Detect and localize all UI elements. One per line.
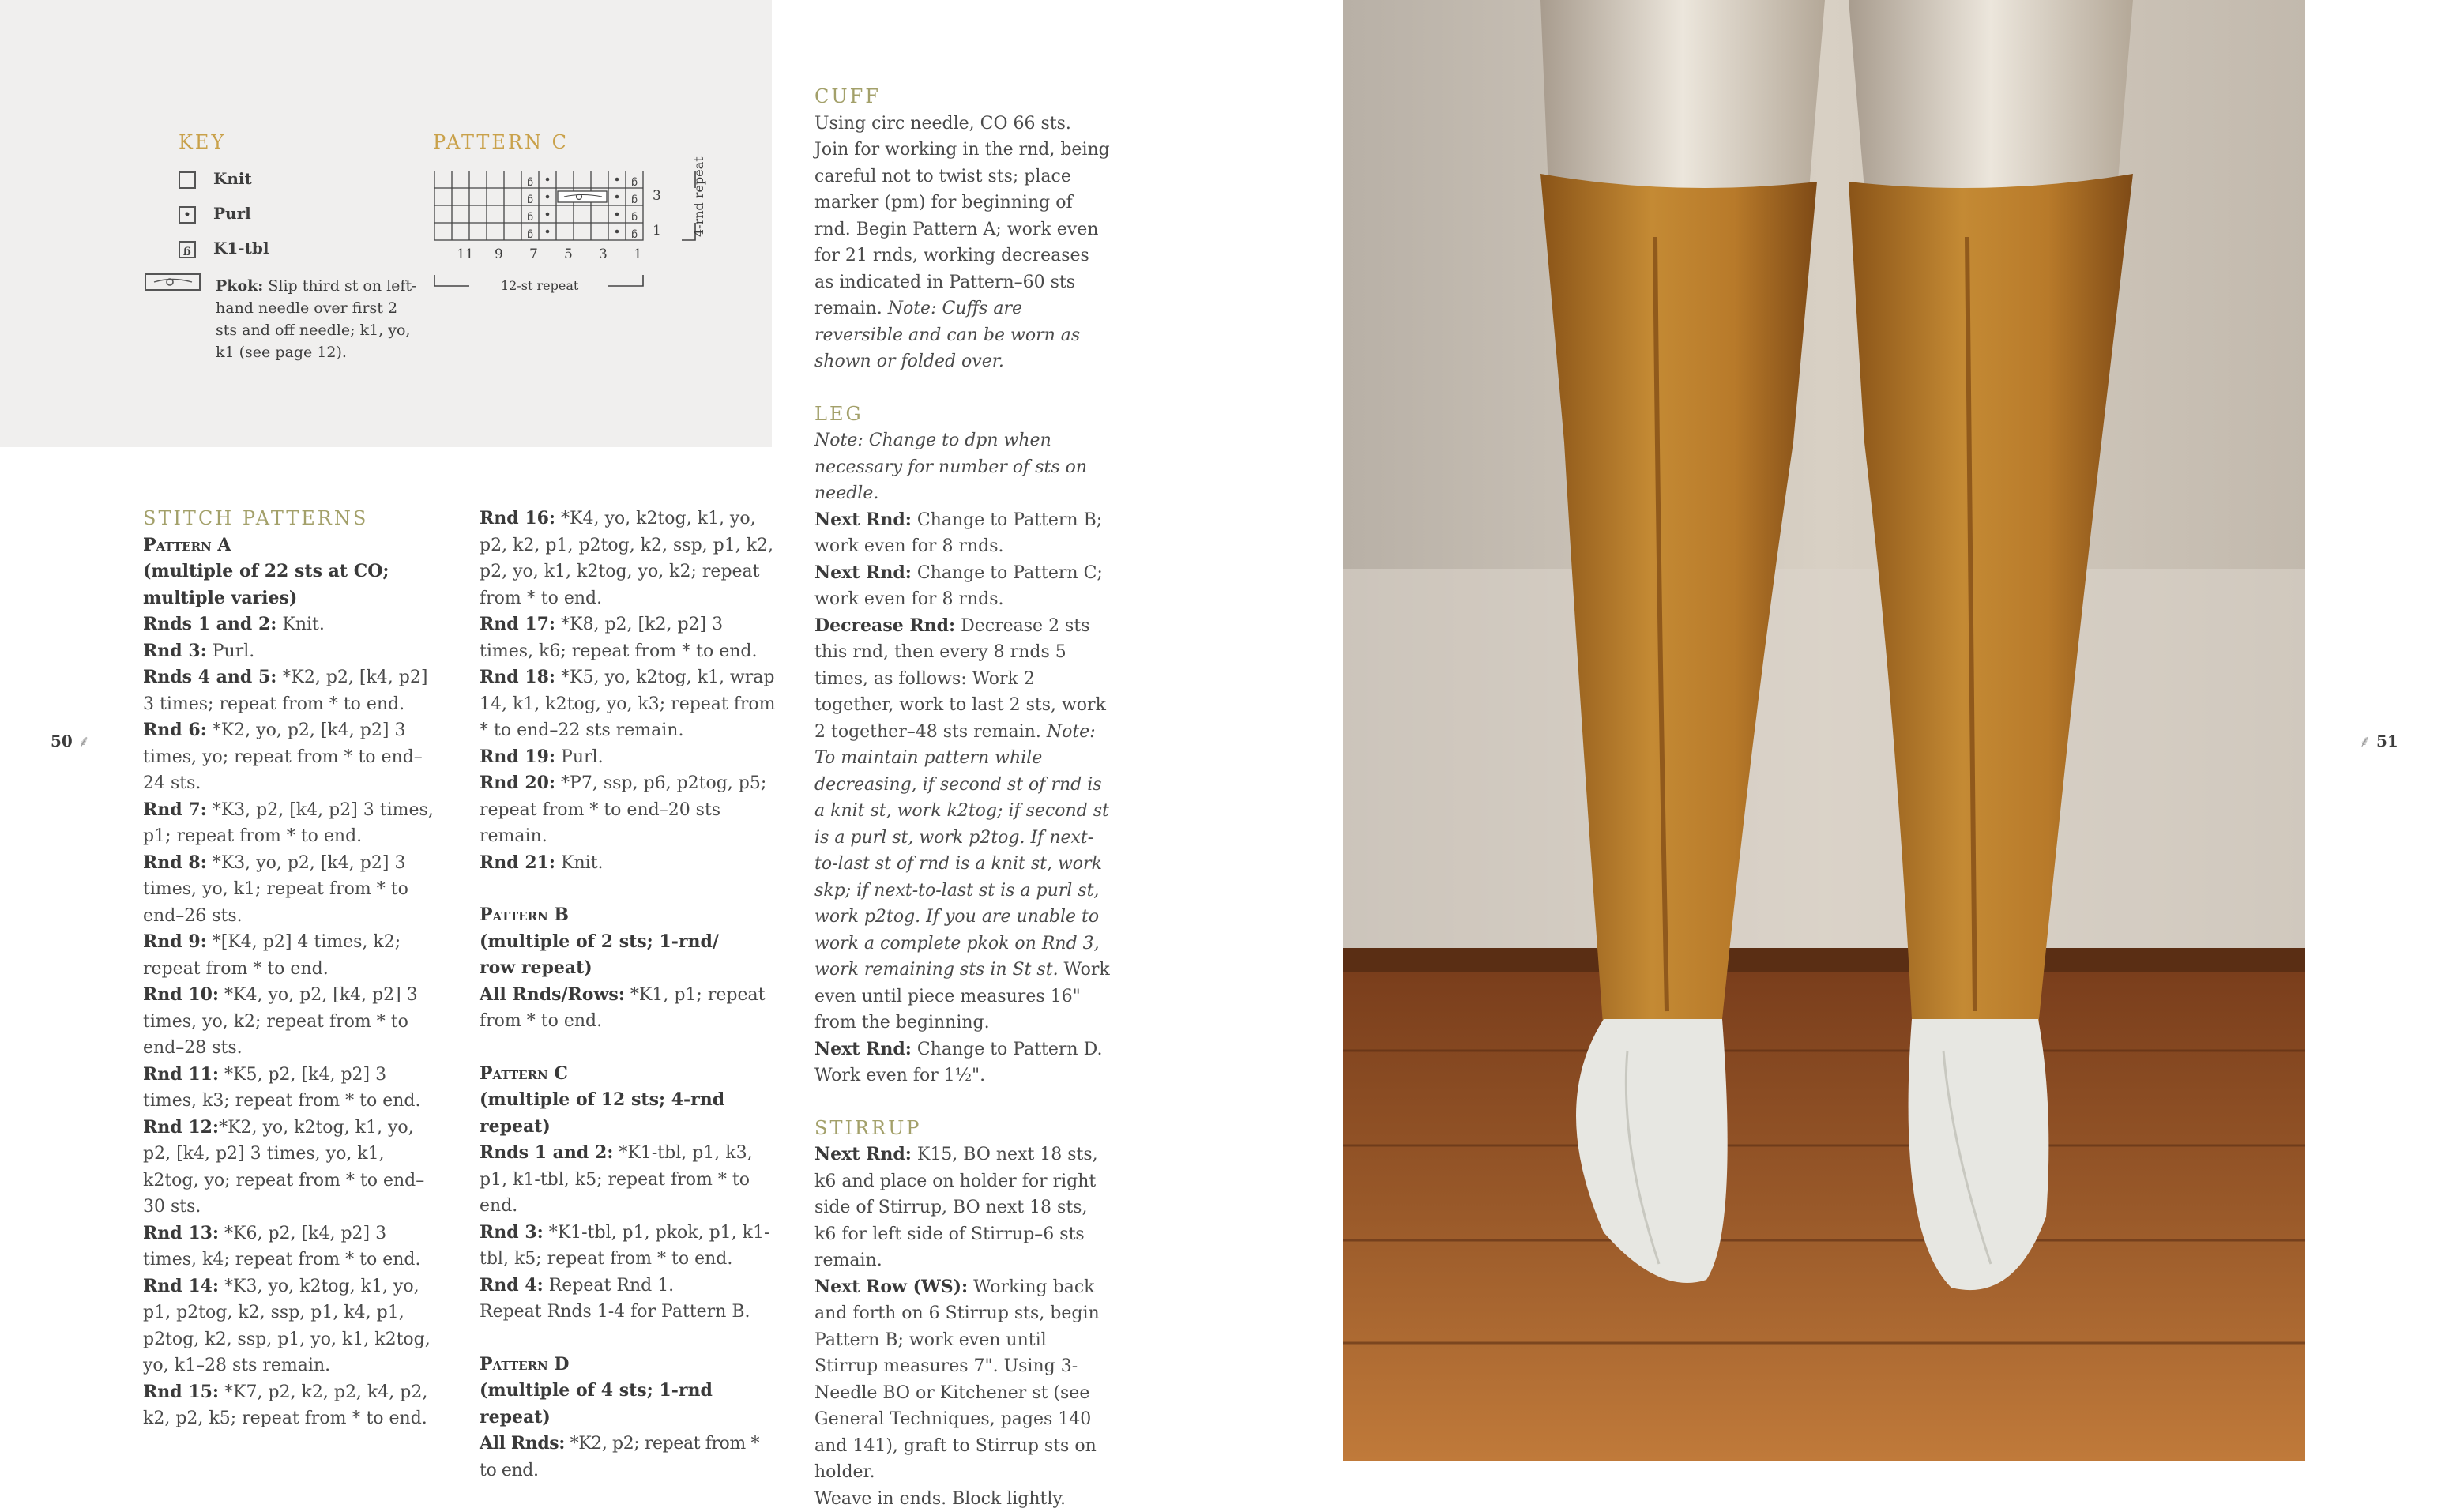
round-instruction: Rnd 18: *K5, yo, k2tog, k1, wrap 14, k1, k2tog, yo, k3; repeat from * to end–22 sts remain. — [480, 664, 776, 744]
stitch-patterns-heading: STITCH PATTERNS — [143, 506, 443, 532]
pattern-c-chart-heading: PATTERN C — [433, 131, 569, 153]
svg-text:ᵷ: ᵷ — [527, 209, 533, 221]
stirrup-step: Next Row (WS): Working back and forth on 6 Stirrup sts, begin Pattern B; work even until Stirrup measures 7". Using 3-Needle BO or Kitchener st (see General Techniques, pages 140 and 141), graft to Stirrup sts on holder. — [814, 1274, 1111, 1486]
leg-heading: LEG — [814, 401, 1111, 428]
round-instruction: Rnd 17: *K8, p2, [k2, p2] 3 times, k6; repeat from * to end. — [480, 611, 776, 664]
leg-note: Note: Change to dpn when necessary for number of sts on needle. — [814, 427, 1111, 507]
pattern-d-title: Pattern D — [480, 1352, 776, 1378]
svg-text:ᵷ: ᵷ — [631, 227, 638, 239]
round-instruction: Rnd 3: *K1-tbl, p1, pkok, p1, k1-tbl, k5; repeat from * to end. — [480, 1220, 776, 1273]
leg-step: Next Rnd: Change to Pattern C; work even for 8 rnds. — [814, 560, 1111, 613]
round-instruction: All Rnds/Rows: *K1, p1; repeat from * to end. — [480, 982, 776, 1035]
round-instruction: Rnd 3: Purl. — [143, 638, 443, 665]
svg-text:ᵷ: ᵷ — [527, 192, 533, 204]
chart-repeat-label: 12-st repeat — [501, 278, 578, 293]
round-instruction: Rnd 4: Repeat Rnd 1. — [480, 1273, 776, 1299]
key-item-purl: • Purl — [179, 204, 251, 224]
page-number-right: ⸙ 51 — [2359, 730, 2398, 751]
svg-text:ᵷ: ᵷ — [631, 192, 638, 204]
key-item-knit: Knit — [179, 169, 252, 189]
pkok-symbol-icon — [145, 273, 201, 291]
stirrup-heading: STIRRUP — [814, 1115, 1111, 1142]
svg-text:ᵷ: ᵷ — [631, 209, 638, 221]
round-instruction: Rnds 4 and 5: *K2, p2, [k4, p2] 3 times; repeat from * to end. — [143, 664, 443, 717]
key-item-k1tbl: ᵷ K1-tbl — [179, 239, 269, 258]
round-instruction: Rnd 8: *K3, yo, p2, [k4, p2] 3 times, yo, k1; repeat from * to end–26 sts. — [143, 850, 443, 930]
round-instruction: Rnd 16: *K4, yo, k2tog, k1, yo, p2, k2, p1, p2tog, k2, ssp, p1, k2, p2, yo, k1, k2tog, yo, k2; repeat from * to end. — [480, 506, 776, 611]
purl-symbol-icon: • — [179, 206, 196, 224]
pattern-b-title: Pattern B — [480, 902, 776, 929]
pattern-c-chart — [434, 171, 727, 313]
round-instruction: Rnd 9: *[K4, p2] 4 times, k2; repeat from * to end. — [143, 929, 443, 982]
pattern-a-title: Pattern A — [143, 532, 443, 559]
svg-text:ᵷ: ᵷ — [527, 227, 533, 239]
round-instruction: Rnd 10: *K4, yo, p2, [k4, p2] 3 times, yo, k2; repeat from * to end–28 sts. — [143, 982, 443, 1062]
round-instruction: Rnd 11: *K5, p2, [k4, p2] 3 times, k3; repeat from * to end. — [143, 1062, 443, 1115]
chart-row-number-3: 3 — [653, 188, 661, 204]
pattern-c-title: Pattern C — [480, 1061, 776, 1088]
key-heading: KEY — [179, 131, 226, 153]
chart-col-numbers: 11 9 7 5 3 1 — [457, 246, 638, 265]
stitch-patterns-column-2: Rnd 16: *K4, yo, k2tog, k1, yo, p2, k2, p1, p2tog, k2, ssp, p1, k2, p2, yo, k1, k2tog, yo, k2; repeat from * to end. Rnd 17: *K8, p2, [k2, p2] 3 times, k6; repeat from * to end. Rnd 18: *K5, yo, k2tog, k1, wrap 14, k1, k2tog, yo, k3; repeat from * to end–22 sts remain. Rnd 19: Purl. Rnd 20: *P7, ssp, p6, p2tog, p5; repeat from * to end–20 sts remain. Rnd 21: Knit. Pattern B (multiple of 2 sts; 1-rnd/ row repeat) All Rnds/Rows: *K1, p1; repeat from * to end. Pattern C (multiple of 12 sts; 4-rnd repeat) Rnds 1 and 2: *K1-tbl, p1, k3, p1, k1-tbl, k5; repeat from * to end. Rnd 3: *K1-tbl, p1, pkok, p1, k1-tbl, k5; repeat from * to end. Rnd 4: Repeat Rnd 1. Repeat Rnds 1-4 for Pattern B. Pattern D (multiple of 4 sts; 1-rnd repeat) All Rnds: *K2, p2; repeat from * to end. — [480, 506, 776, 1484]
round-instruction: Rnd 20: *P7, ssp, p6, p2tog, p5; repeat from * to end–20 sts remain. — [480, 770, 776, 850]
round-instruction: Rnds 1 and 2: *K1-tbl, p1, k3, p1, k1-tbl, k5; repeat from * to end. — [480, 1140, 776, 1220]
round-instruction: Rnd 14: *K3, yo, k2tog, k1, yo, p1, p2tog, k2, ssp, p1, k4, p1, p2tog, k2, ssp, p1, yo, k1, k2tog, yo, k1–28 sts remain. — [143, 1273, 443, 1379]
chart-row-number-1: 1 — [653, 223, 661, 239]
round-instruction: Rnd 13: *K6, p2, [k4, p2] 3 times, k4; repeat from * to end. — [143, 1221, 443, 1273]
round-instruction: All Rnds: *K2, p2; repeat from * to end. — [480, 1431, 776, 1484]
round-instruction: Rnd 15: *K7, p2, k2, p2, k4, p2, k2, p2, k5; repeat from * to end. — [143, 1379, 443, 1432]
round-instruction: Rnd 19: Purl. — [480, 744, 776, 771]
stitch-patterns-column-1: STITCH PATTERNS Pattern A (multiple of 22 sts at CO; multiple varies) Rnds 1 and 2: Knit. Rnd 3: Purl. Rnds 4 and 5: *K2, p2, [k4, p2] 3 times; repeat from * to end. Rnd 6: *K2, yo, p2, [k4, p2] 3 times, yo; repeat from * to end–24 sts. Rnd 7: *K3, p2, [k4, p2] 3 times, p1; repeat from * to end. Rnd 8: *K3, yo, p2, [k4, p2] 3 times, yo, k1; repeat from * to end–26 sts. Rnd 9: *[K4, p2] 4 times, k2; repeat from * to end. Rnd 10: *K4, yo, p2, [k4, p2] 3 times, yo, k2; repeat from * to end–28 sts. Rnd 11: *K5, p2, [k4, p2] 3 times, k3; repeat from * to end. Rnd 12:*K2, yo, k2tog, k1, yo, p2, [k4, p2] 3 times, yo, k1, k2tog, yo; repeat from * to end– 30 sts. Rnd 13: *K6, p2, [k4, p2] 3 times, k4; repeat from * to end. Rnd 14: *K3, yo, k2tog, k1, yo, p1, p2tog, k2, ssp, p1, k4, p1, p2tog, k2, ssp, p1, yo, k1, k2tog, yo, k1–28 sts remain. Rnd 15: *K7, p2, k2, p2, k4, p2, k2, p2, k5; repeat from * to end. — [143, 506, 443, 1432]
instructions-column-3 — [814, 84, 1111, 1512]
round-instruction: Rnd 12:*K2, yo, k2tog, k1, yo, p2, [k4, p2] 3 times, yo, k1, k2tog, yo; repeat from * to end– 30 sts. — [143, 1115, 443, 1221]
cuff-text: Using circ needle, CO 66 sts. Join for working in the rnd, being careful not to twist sts; place marker (pm) for beginning of rnd. Begin Pattern A; work even for 21 rnds, working decreases as indicated in Pattern–60 sts remain. Note: Cuffs are reversible and can be worn as shown or folded over. — [814, 111, 1111, 375]
leg-step: Next Rnd: Change to Pattern B; work even for 8 rnds. — [814, 507, 1111, 560]
pkok-description: Pkok: Slip third st on left-hand needle over first 2 sts and off needle; k1, yo, k1 (see page 12). — [216, 275, 421, 363]
chart-vertical-label: 4-rnd repeat — [691, 156, 706, 237]
stirrup-socks-photo — [1343, 0, 2305, 1461]
round-instruction: Rnd 6: *K2, yo, p2, [k4, p2] 3 times, yo; repeat from * to end–24 sts. — [143, 717, 443, 797]
knit-symbol-icon — [179, 171, 196, 189]
round-instruction: Rnd 7: *K3, p2, [k4, p2] 3 times, p1; repeat from * to end. — [143, 797, 443, 850]
pattern-c-closing: Repeat Rnds 1-4 for Pattern B. — [480, 1299, 776, 1326]
cuff-heading: CUFF — [814, 84, 1111, 111]
round-instruction: Rnd 21: Knit. — [480, 850, 776, 877]
round-instruction: Rnds 1 and 2: Knit. — [143, 611, 443, 638]
k1tbl-symbol-icon: ᵷ — [179, 241, 196, 258]
page-number-left: 50 ⸙ — [51, 730, 90, 751]
leg-step: Next Rnd: Change to Pattern D. Work even for 1½". — [814, 1036, 1111, 1089]
stirrup-closing: Weave in ends. Block lightly. — [814, 1486, 1111, 1512]
leg-decrease: Decrease Rnd: Decrease 2 sts this rnd, then every 8 rnds 5 times, as follows: Work 2 together, work to last 2 sts, work 2 together–48 sts remain. Note: To maintain pattern while decreasing, if second st of rnd is a knit st, work k2tog; if second st is a purl st, work p2tog. If next-to-last st of rnd is a knit st, work skp; if next-to-last st is a purl st, work p2tog. If you are unable to work a complete pkok on Rnd 3, work remaining sts in St st. Work even until piece measures 16" from the beginning. — [814, 613, 1111, 1036]
stirrup-step: Next Rnd: K15, BO next 18 sts, k6 and place on holder for right side of Stirrup, BO next 18 sts, k6 for left side of Stirrup–6 sts remain. — [814, 1142, 1111, 1274]
svg-text:ᵷ: ᵷ — [527, 175, 533, 186]
svg-text:ᵷ: ᵷ — [631, 175, 638, 186]
